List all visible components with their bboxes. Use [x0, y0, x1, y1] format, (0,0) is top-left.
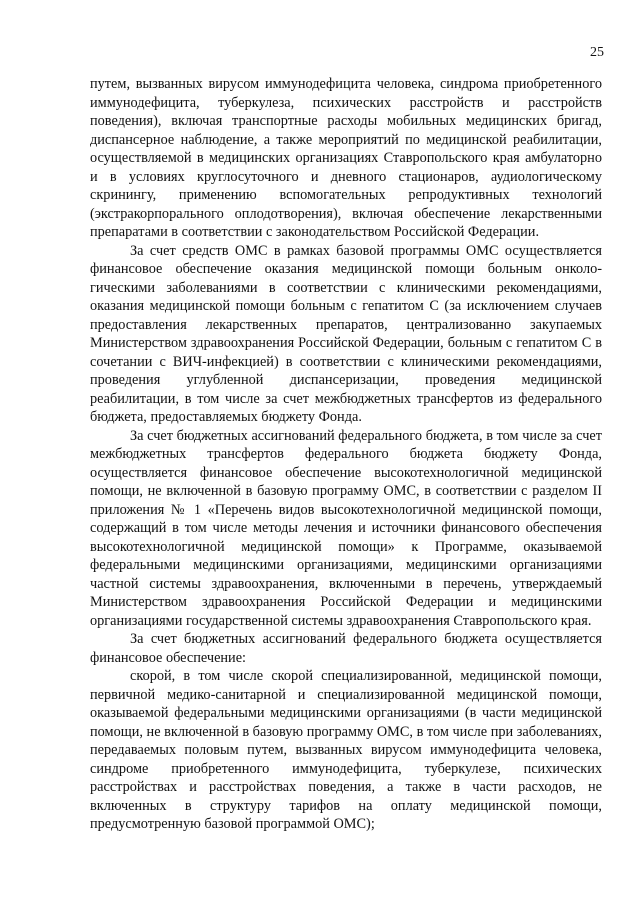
paragraph-federal-budget-intro: За счет бюджетных ассигнований федерального бюджета осуществляется финансовое обеспечение: — [90, 631, 602, 666]
paragraph-emergency-care: скорой, в том числе скорой специализированной, медицинской помощи, первичной медико-санитарной и специализированной медицинской помощи, оказываемой федеральными медицинскими организациями (в части медицинской помощи, не включенной в базовую программу ОМС, в том числе при заболеваниях, передаваемых половым путем, вызванных вирусом иммунодефицита человека, синдроме приобретенного иммунодефицита, туберкулезе, психических расстройствах и расстройствах поведения, а также в части расходов, не включенных в структуру тарифов на оплату медицинской помощи, предусмотренную базовой программой ОМС); — [90, 668, 602, 832]
document-body — [90, 75, 602, 834]
paragraph-continuation: путем, вызванных вирусом иммунодефицита человека, синдрома приобретенного иммунодефицита, туберкулеза, психических расстройств и расстройств поведения), включая транспортные расходы мобильных медицинских бригад, диспансерное наблюдение, а также мероприятий по медицинской реабилитации, осуществляемой в медицинских организациях Ставропольского края амбулаторно и в условиях круглосуточного и дневного стационаров, аудиологическому скринингу, применению вспомогательных репродуктивных технологий (экстракорпорального оплодотворения), включая обеспечение лекарственными препаратами в соответствии с законодательством Российской Федерации. — [90, 76, 602, 240]
page-number: 25 — [590, 45, 604, 60]
paragraph-oms-funding: За счет средств ОМС в рамках базовой программы ОМС осуществляется финансовое обеспечение оказания медицинской помощи больным онкологическими заболеваниями в соответствии с клиническими рекомендациями, оказания медицинской помощи больным с гепатитом С (за исключением случаев предоставления лекарственных препаратов, централизованно закупаемых Министерством здравоохранения Российской Федерации, больным с гепатитом С в сочетании с ВИЧ-инфекцией) в соответствии с клиническими рекомендациями, проведения углубленной диспансеризации, проведения медицинской реабилитации, в том числе за счет межбюджетных трансфертов из федерального бюджета, предоставляемых бюджету Фонда. — [90, 242, 602, 425]
paragraph-high-tech-care: За счет бюджетных ассигнований федерального бюджета, в том числе за счет межбюджетных трансфертов федерального бюджета бюджету Фонда, осуществляется финансовое обеспечение высокотехнологичной медицинской помощи, не включенной в базовую программу ОМС, в соответствии с разделом II приложения № 1 «Перечень видов высокотехнологичной медицинской помощи, содержащий в том числе методы лечения и источники финансового обеспечения высокотехнологичной медицинской помощи» к Программе, оказываемой федеральными медицинскими организациями, медицинскими организациями частной системы здравоохранения, включенными в перечень, утверждаемый Министерством здравоохранения Российской Федерации и медицинскими организациями государственной системы здравоохранения Ставропольского края. — [90, 427, 602, 629]
